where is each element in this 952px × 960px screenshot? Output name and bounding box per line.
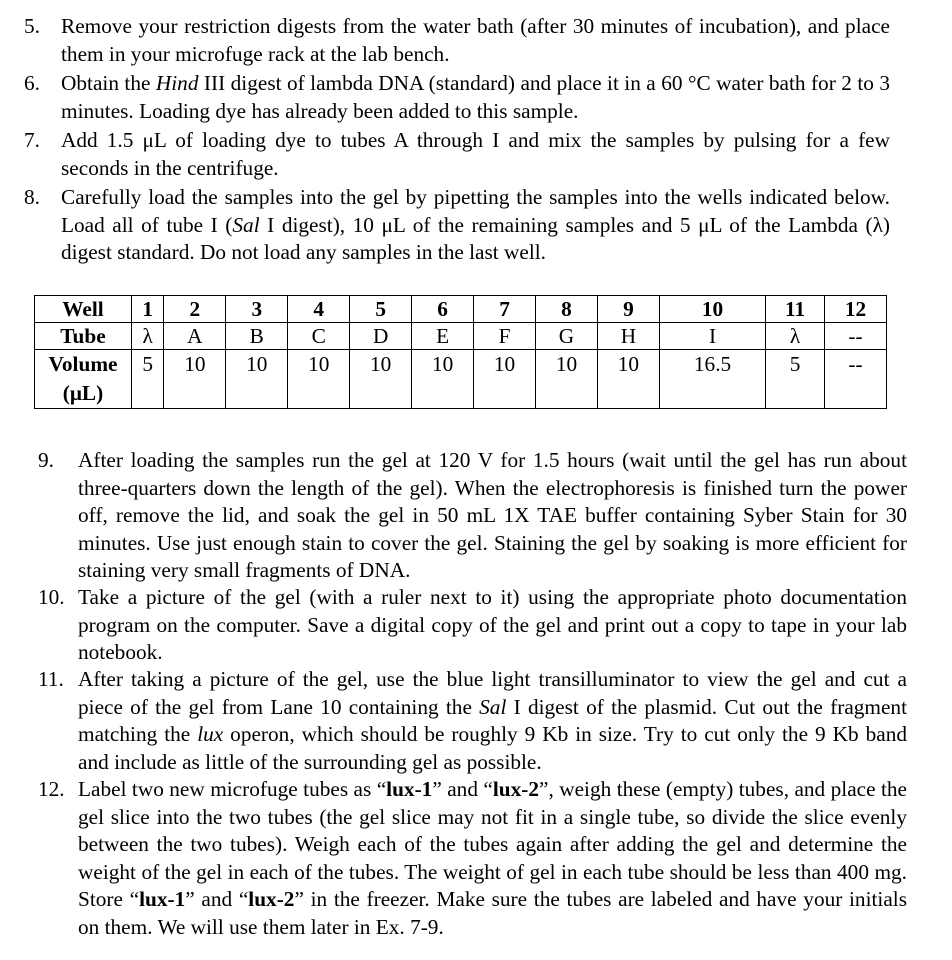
volume-cell: 5 bbox=[766, 350, 825, 409]
step-text: After taking a picture of the gel, use the blue light transilluminator to view the gel and cut a piece of the gel from Lane 10 containing the Sal I digest of the plasmid. Cut out the fragment matching the lux operon, which should be roughly 9 Kb in size. Try to cut only the 9 Kb band and include as little of the surrounding gel as possible. bbox=[78, 667, 907, 774]
well-cell: 12 bbox=[824, 296, 886, 323]
row-label-volume: Volume (μL) bbox=[35, 350, 132, 409]
well-cell: 1 bbox=[132, 296, 164, 323]
tube-cell: F bbox=[474, 323, 536, 350]
step-12 bbox=[38, 776, 907, 941]
step-6 bbox=[24, 70, 890, 125]
step-number: 8. bbox=[24, 185, 40, 209]
tube-cell: B bbox=[226, 323, 288, 350]
step-number: 10. bbox=[38, 585, 65, 609]
enzyme-name: Hind bbox=[155, 71, 199, 95]
volume-cell: 10 bbox=[536, 350, 598, 409]
tube-cell: A bbox=[164, 323, 226, 350]
step-9 bbox=[38, 447, 907, 585]
volume-cell: 10 bbox=[474, 350, 536, 409]
well-cell: 8 bbox=[536, 296, 598, 323]
tube-cell: E bbox=[412, 323, 474, 350]
step-number: 11. bbox=[38, 667, 64, 691]
table-row-tube bbox=[35, 323, 887, 350]
table-row-well bbox=[35, 296, 887, 323]
step-text: Carefully load the samples into the gel by pipetting the samples into the wells indicated below. Load all of tube I (Sal I digest), 10 μL of the remaining samples and 5 μL of the Lambda (λ) digest standard. Do not load any samples in the last well. bbox=[61, 185, 891, 264]
step-number: 5. bbox=[24, 14, 40, 38]
row-label-well: Well bbox=[35, 296, 132, 323]
row-label-tube: Tube bbox=[35, 323, 132, 350]
well-loading-table bbox=[34, 295, 887, 409]
step-7 bbox=[24, 127, 890, 182]
tube-cell: D bbox=[350, 323, 412, 350]
volume-cell: 10 bbox=[350, 350, 412, 409]
operon-name: lux bbox=[197, 722, 224, 746]
enzyme-name: Sal bbox=[232, 212, 260, 237]
step-text: Remove your restriction digests from the water bath (after 30 minutes of incubation), and place them in your microfuge rack at the lab bench. bbox=[61, 14, 890, 66]
step-11 bbox=[38, 666, 907, 776]
well-cell: 10 bbox=[659, 296, 765, 323]
step-5 bbox=[24, 13, 890, 68]
enzyme-name: Sal bbox=[479, 694, 507, 719]
step-number: 7. bbox=[24, 128, 40, 152]
volume-cell: 10 bbox=[226, 350, 288, 409]
volume-cell: 10 bbox=[164, 350, 226, 409]
tube-cell: λ bbox=[132, 323, 164, 350]
table-row-volume bbox=[35, 350, 887, 409]
tube-cell: H bbox=[597, 323, 659, 350]
step-number: 12. bbox=[38, 777, 65, 801]
tube-label: lux-2 bbox=[492, 777, 540, 801]
step-text: Add 1.5 μL of loading dye to tubes A through I and mix the samples by pulsing for a few seconds in the centrifuge. bbox=[61, 128, 890, 180]
volume-cell: 10 bbox=[597, 350, 659, 409]
tube-label: lux-1 bbox=[386, 777, 433, 801]
tube-cell: G bbox=[536, 323, 598, 350]
well-cell: 2 bbox=[164, 296, 226, 323]
tube-cell: -- bbox=[824, 323, 886, 350]
well-cell: 6 bbox=[412, 296, 474, 323]
well-cell: 5 bbox=[350, 296, 412, 323]
step-text: Take a picture of the gel (with a ruler next to it) using the appropriate photo documentation program on the computer. Save a digital copy of the gel and print out a copy to tape in your lab notebook. bbox=[78, 585, 907, 664]
tube-label: lux-1 bbox=[139, 887, 186, 911]
step-number: 9. bbox=[38, 448, 54, 472]
well-cell: 3 bbox=[226, 296, 288, 323]
well-cell: 7 bbox=[474, 296, 536, 323]
tube-cell: I bbox=[659, 323, 765, 350]
well-cell: 9 bbox=[597, 296, 659, 323]
step-text: Label two new microfuge tubes as “lux-1” and “lux-2”, weigh these (empty) tubes, and place the gel slice into the two tubes (the gel slice may not fit in a single tube, so divide the slice evenly between the two tubes). Weigh each of the tubes again after adding the gel and determine the weight of the gel in each of the tubes. The weight of gel in each tube should be less than 400 mg. Store “lux-1” and “lux-2” in the freezer. Make sure the tubes are labeled and have your initials on them. We will use them later in Ex. 7-9. bbox=[78, 777, 908, 939]
well-cell: 4 bbox=[288, 296, 350, 323]
volume-cell: -- bbox=[824, 350, 886, 409]
volume-cell: 10 bbox=[412, 350, 474, 409]
tube-label: lux-2 bbox=[248, 887, 295, 911]
step-text: Obtain the Hind III digest of lambda DNA (standard) and place it in a 60 °C water bath for 2 to 3 minutes. Loading dye has already been added to this sample. bbox=[61, 71, 890, 123]
volume-cell: 16.5 bbox=[659, 350, 765, 409]
volume-cell: 5 bbox=[132, 350, 164, 409]
step-8 bbox=[24, 184, 890, 267]
tube-cell: C bbox=[288, 323, 350, 350]
step-10 bbox=[38, 584, 907, 667]
volume-cell: 10 bbox=[288, 350, 350, 409]
tube-cell: λ bbox=[766, 323, 825, 350]
well-cell: 11 bbox=[766, 296, 825, 323]
step-text: After loading the samples run the gel at 120 V for 1.5 hours (wait until the gel has run about three-quarters down the length of the gel). When the electrophoresis is finished turn the power off, remove the lid, and soak the gel in 50 mL 1X TAE buffer containing Syber Stain for 30 minutes. Use just enough stain to cover the gel. Staining the gel by soaking is more efficient for staining very small fragments of DNA. bbox=[78, 448, 907, 582]
step-number: 6. bbox=[24, 71, 40, 95]
